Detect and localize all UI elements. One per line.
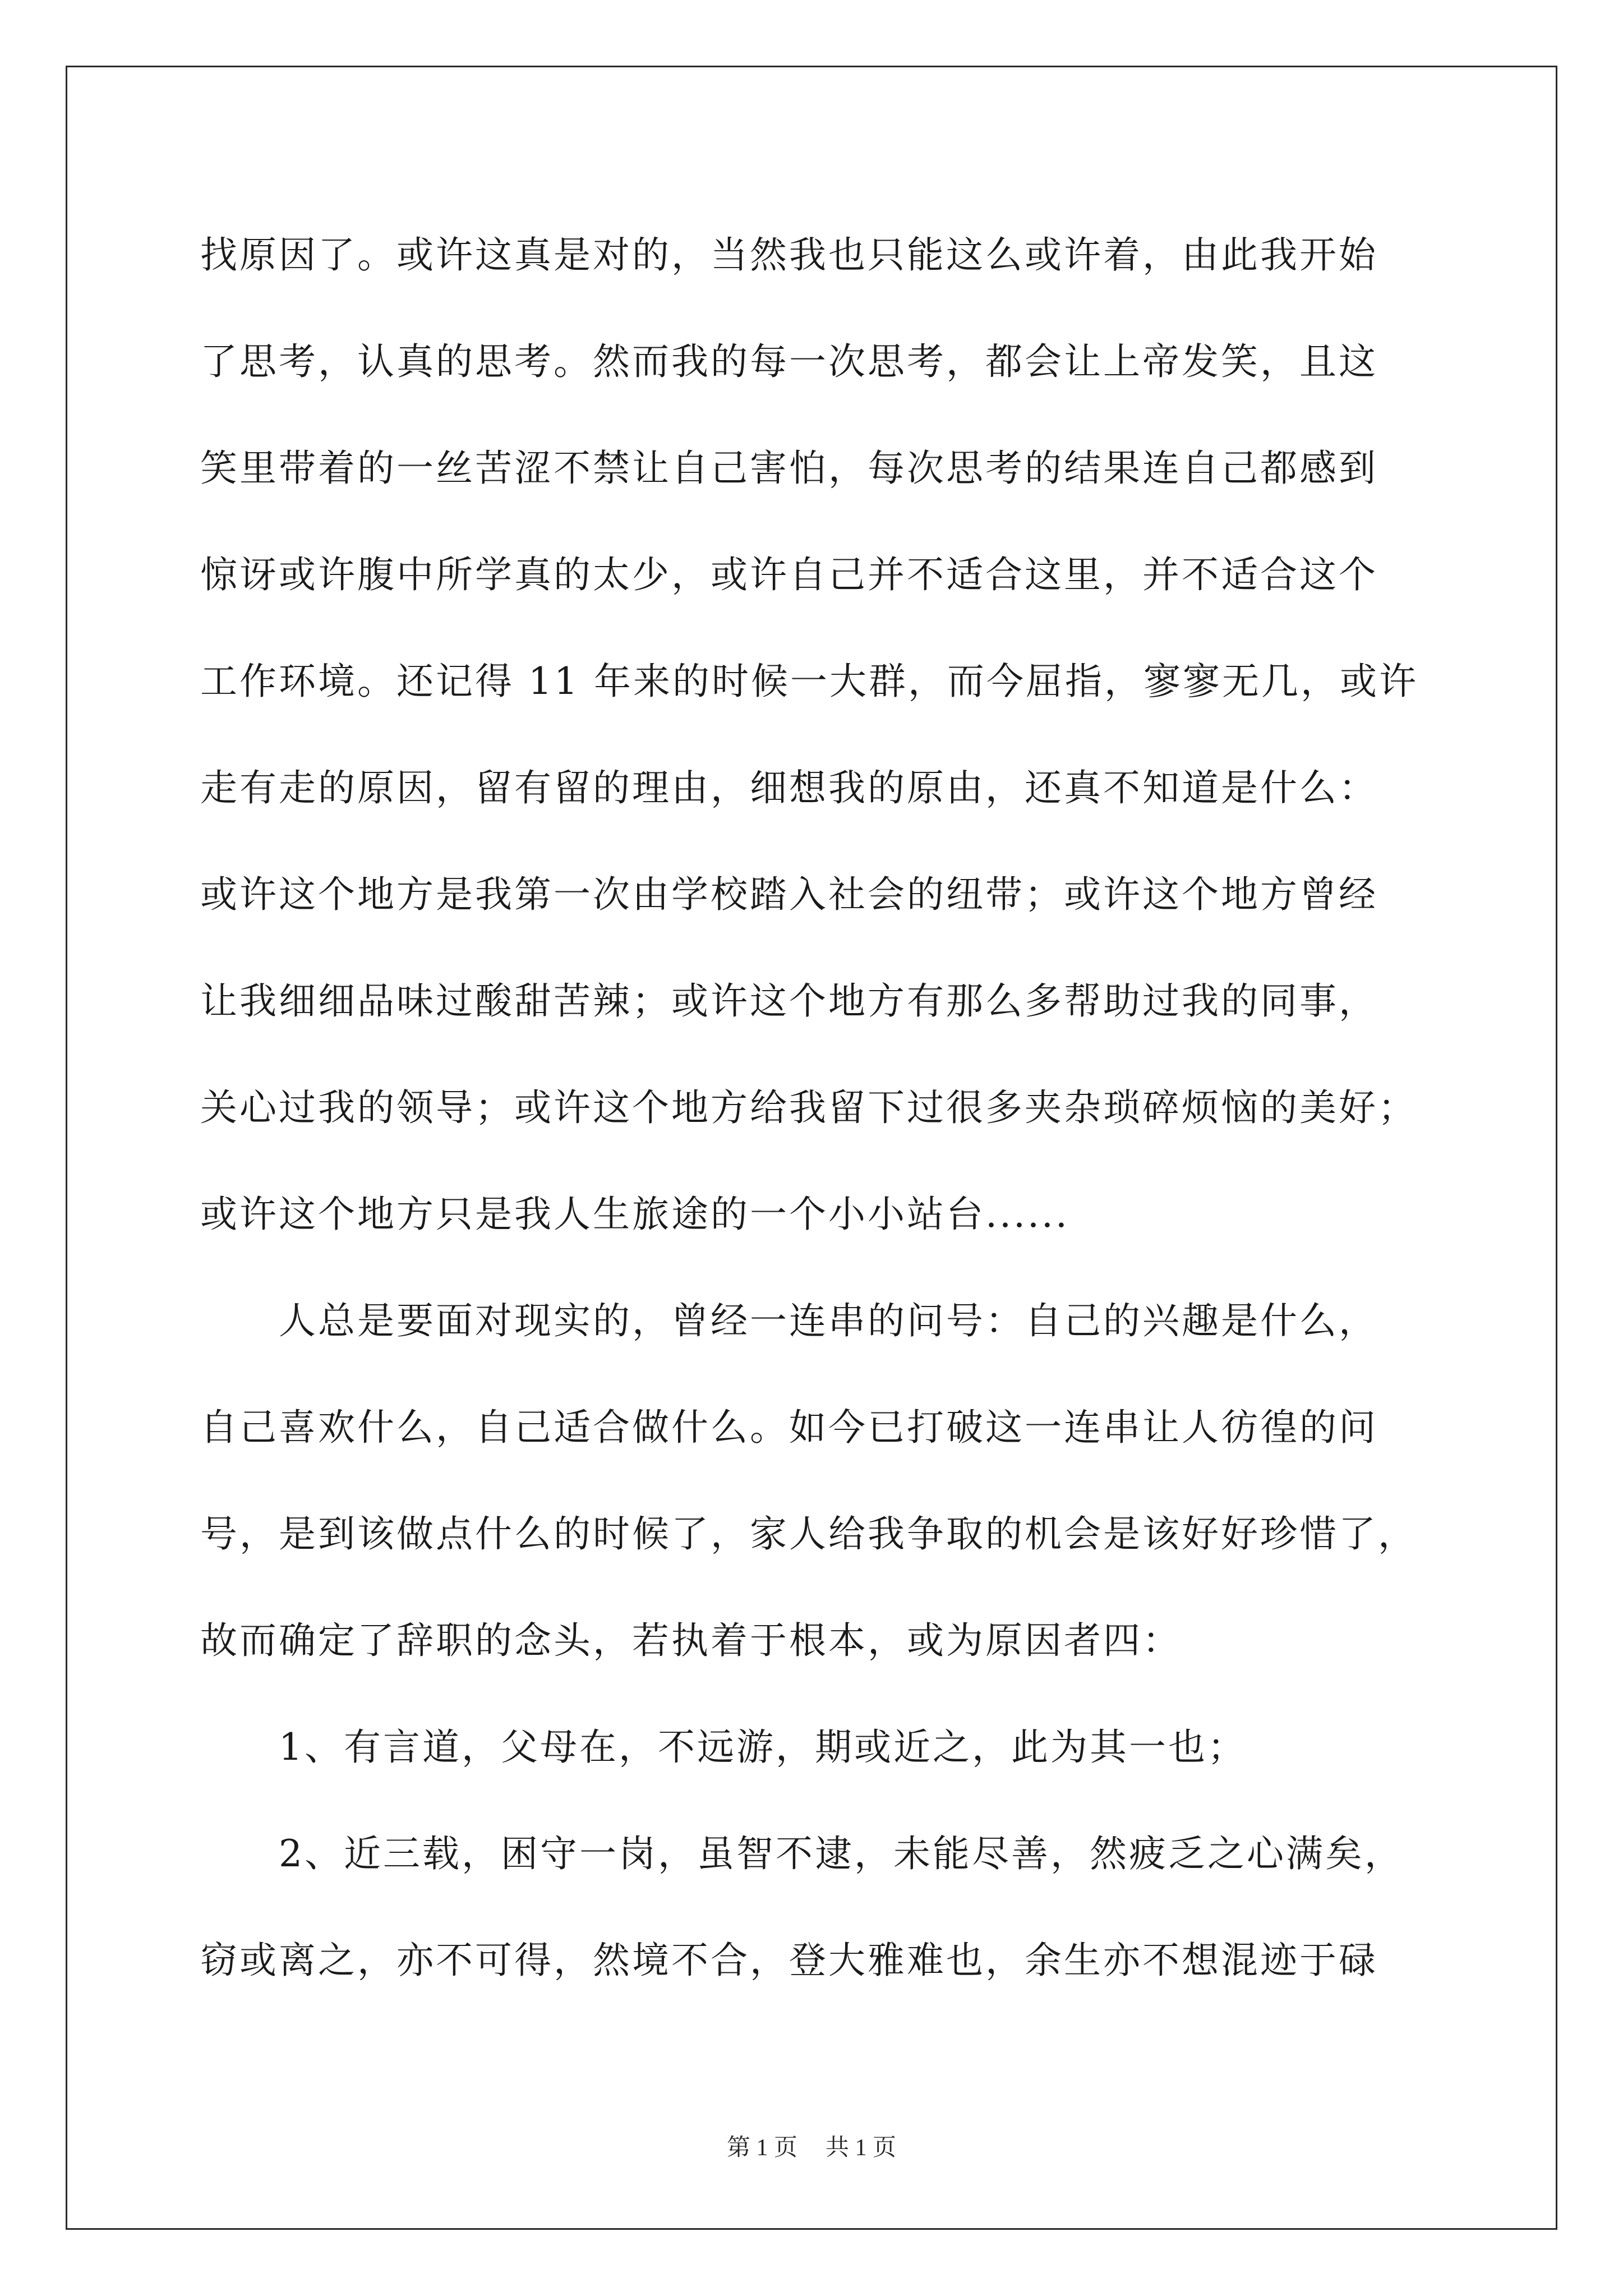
text-line: 故而确定了辞职的念头，若执着于根本，或为原因者四： bbox=[200, 1619, 1182, 1662]
text-line: 让我细细品味过酸甜苦辣；或许这个地方有那么多帮助过我的同事， bbox=[200, 979, 1378, 1023]
text-line: 工作环境。还记得 11 年来的时候一大群，而今屈指，寥寥无几，或许 bbox=[200, 660, 1418, 703]
text-line: 笑里带着的一丝苦涩不禁让自己害怕，每次思考的结果连自己都感到 bbox=[200, 447, 1378, 490]
list-item-2: 2、近三载，困守一岗，虽智不逮，未能尽善，然疲乏之心满矣， bbox=[279, 1832, 1404, 1875]
document-body bbox=[200, 202, 1434, 2014]
text-line: 找原因了。或许这真是对的，当然我也只能这么或许着，由此我开始 bbox=[200, 233, 1378, 277]
text-line: 窃或离之，亦不可得，然境不合，登大雅难也，余生亦不想混迹于碌 bbox=[200, 1939, 1378, 1982]
text-line: 或许这个地方是我第一次由学校踏入社会的纽带；或许这个地方曾经 bbox=[200, 873, 1378, 916]
text-line: 或许这个地方只是我人生旅途的一个小小站台...... bbox=[200, 1193, 1069, 1236]
text-line: 自己喜欢什么，自己适合做什么。如今已打破这一连串让人彷徨的问 bbox=[200, 1406, 1378, 1449]
paragraph-first-line: 人总是要面对现实的，曾经一连串的问号：自己的兴趣是什么， bbox=[279, 1299, 1378, 1342]
page-total: 共 1 页 bbox=[826, 2135, 897, 2161]
text-line: 关心过我的领导；或许这个地方给我留下过很多夹杂琐碎烦恼的美好； bbox=[200, 1086, 1417, 1129]
list-item-1: 1、有言道，父母在，不远游，期或近之，此为其一也； bbox=[279, 1726, 1247, 1769]
page-footer bbox=[0, 2129, 1623, 2162]
text-line: 走有走的原因，留有留的理由，细想我的原由，还真不知道是什么： bbox=[200, 766, 1378, 809]
text-line: 惊讶或许腹中所学真的太少，或许自己并不适合这里，并不适合这个 bbox=[200, 553, 1378, 596]
text-line: 了思考，认真的思考。然而我的每一次思考，都会让上帝发笑，且这 bbox=[200, 340, 1378, 383]
page-number: 第 1 页 bbox=[726, 2135, 797, 2161]
text-line: 号，是到该做点什么的时候了，家人给我争取的机会是该好好珍惜了， bbox=[200, 1512, 1417, 1556]
